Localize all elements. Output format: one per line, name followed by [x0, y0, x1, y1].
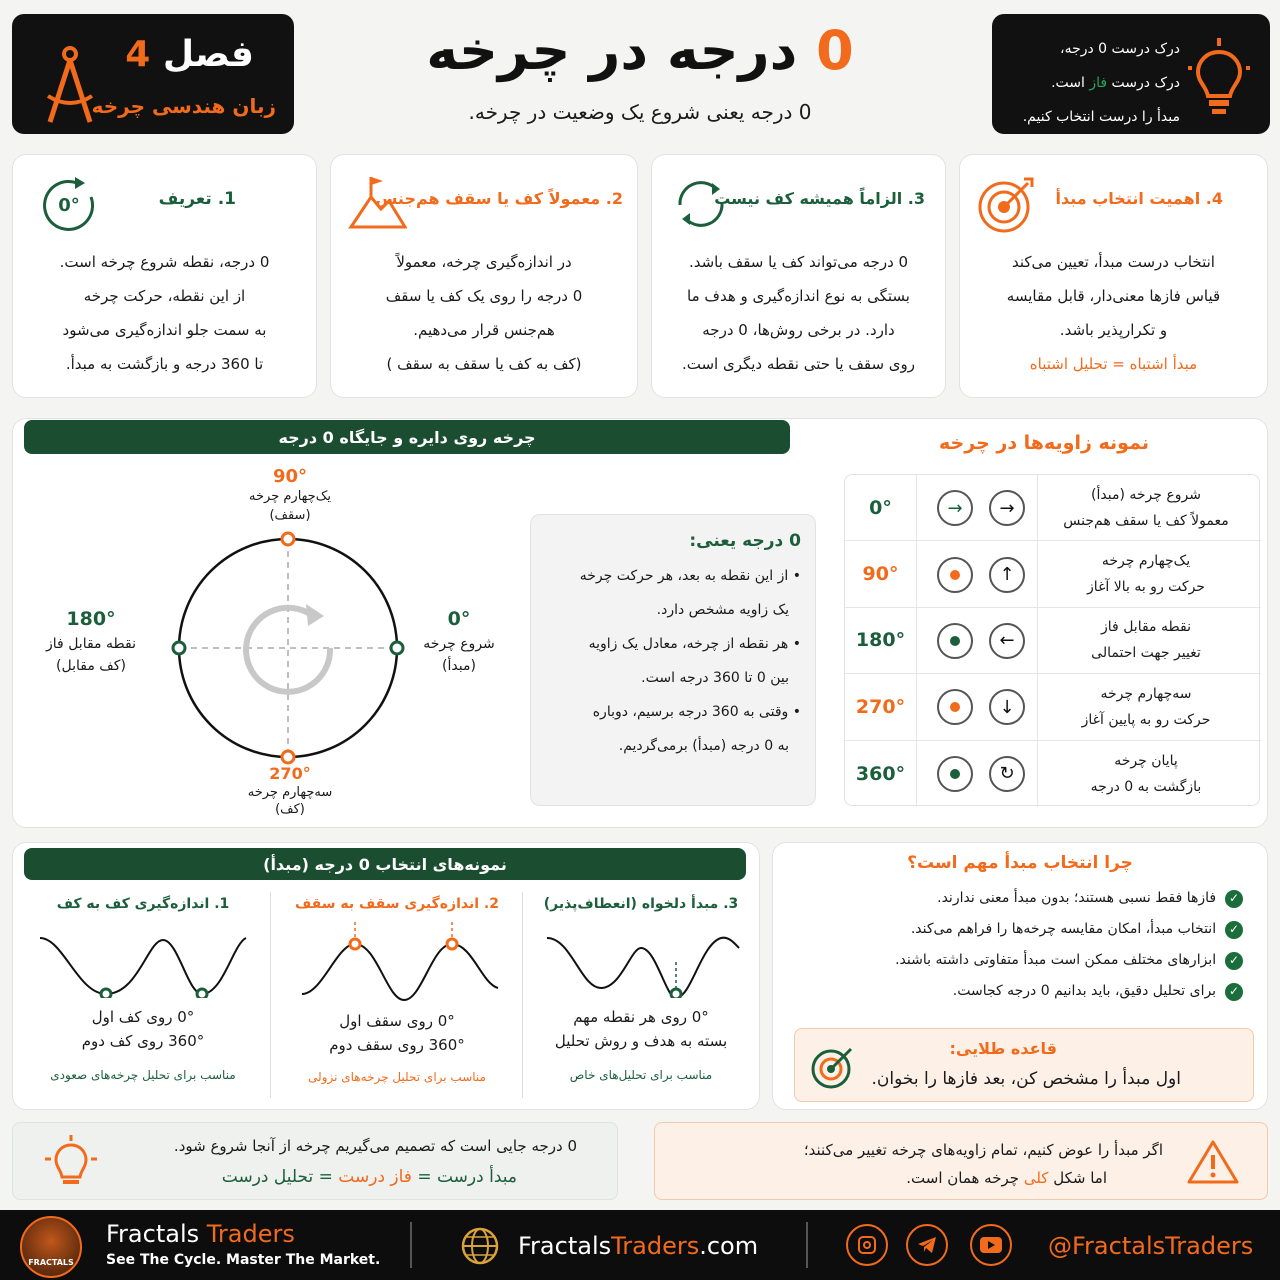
angle-label: شروع چرخه (مبدأ) — [1091, 486, 1201, 503]
direction-arrow-icon: ↑ — [989, 557, 1025, 593]
angle-label: سه‌چهارم چرخه — [1100, 685, 1192, 702]
deg-180: 180° — [66, 608, 116, 630]
angle-row — [845, 475, 1261, 541]
meaning-item-cont: یک زاویه مشخص دارد. — [656, 602, 789, 618]
angle-sublabel: تغییر جهت احتمالی — [1091, 645, 1201, 662]
meaning-item: • هر نقطه از چرخه، معادل یک زاویه — [588, 636, 801, 652]
deg-90-desc: یک‌چهارم چرخه — [249, 489, 331, 504]
telegram-icon[interactable] — [906, 1224, 948, 1266]
example-line: 0° روی هر نقطه مهم — [573, 1008, 709, 1026]
why-item: ✓ برای تحلیل دقیق، باید بدانیم 0 درجه کجاست. — [797, 976, 1243, 1007]
example-title: 1. اندازه‌گیری کف به کف — [56, 896, 230, 912]
golden-rule-title: قاعده طلایی: — [949, 1039, 1057, 1058]
card-title: 4. اهمیت انتخاب مبدأ — [1055, 189, 1223, 208]
angle-degree: 270° — [845, 674, 917, 739]
point-270 — [282, 751, 294, 763]
card-highlight: مبدأ اشتباه = تحلیل اشتباه — [1029, 355, 1198, 373]
warning-icon — [1187, 1139, 1239, 1185]
angle-dot-icon — [937, 756, 973, 792]
deg-0: 0° — [447, 608, 471, 630]
wave-peak-chart — [292, 918, 502, 1004]
angle-degree: 180° — [845, 608, 917, 673]
lightbulb-icon — [43, 1135, 99, 1191]
example-note: مناسب برای تحلیل چرخه‌های صعودی — [50, 1068, 236, 1082]
example-custom-origin — [530, 896, 752, 1101]
meaning-item: • وقتی به 360 درجه برسیم، دوباره — [592, 704, 801, 720]
wave-custom-chart — [541, 918, 741, 998]
website-link[interactable]: FractalsTraders.com — [518, 1232, 759, 1260]
examples-title: نمونه‌های انتخاب 0 درجه (مبدأ) — [24, 848, 746, 880]
angle-degree: 90° — [845, 541, 917, 606]
check-icon: ✓ — [1225, 983, 1243, 1001]
card-text-line: دارد. در برخی روش‌ها، 0 درجه — [702, 321, 895, 339]
tip-line-2 — [1023, 66, 1180, 100]
card-not-always-floor — [651, 154, 946, 398]
brand-name-b: Traders — [206, 1220, 295, 1248]
angle-degree: 360° — [845, 741, 917, 807]
angle-label: پایان چرخه — [1114, 752, 1178, 769]
example-line: بسته به هدف و روش تحلیل — [554, 1032, 728, 1050]
angle-row — [845, 541, 1261, 607]
chapter-number: 4 — [125, 34, 151, 75]
card-floor-ceiling — [330, 154, 638, 398]
circle-section-title: چرخه روی دایره و جایگاه 0 درجه — [24, 420, 790, 454]
why-item: ✓ ابزارهای مختلف ممکن است مبدأ متفاوتی داشته باشند. — [797, 945, 1243, 976]
brand-tagline: See The Cycle. Master The Market. — [106, 1252, 381, 1268]
angle-label: یک‌چهارم چرخه — [1101, 553, 1191, 570]
meaning-item-cont: بین 0 تا 360 درجه است. — [641, 670, 789, 686]
tip-line-2a: درک درست — [1111, 75, 1180, 91]
angle-description — [1041, 674, 1251, 739]
globe-icon — [460, 1226, 500, 1266]
wave-trough-chart — [38, 918, 248, 998]
angle-sublabel: حرکت رو به پایین آغاز — [1081, 711, 1211, 728]
card-text-line: 0 درجه می‌تواند کف یا سقف باشد. — [688, 253, 909, 271]
direction-arrow-icon: ↓ — [989, 689, 1025, 725]
card-definition — [12, 154, 317, 398]
phase-circle — [160, 530, 420, 770]
target-icon — [976, 175, 1036, 235]
why-title: چرا انتخاب مبدأ مهم است؟ — [907, 853, 1133, 873]
card-text-line: به سمت جلو اندازه‌گیری می‌شود — [62, 321, 267, 339]
label-90 — [220, 466, 360, 523]
card-text-line: و تکرارپذیر باشد. — [1059, 321, 1168, 339]
golden-rule-text: اول مبدأ را مشخص کن، بعد فازها را بخوان. — [871, 1069, 1181, 1089]
card-text-line: تا 360 درجه و بازگشت به مبدأ. — [65, 355, 264, 373]
label-0 — [404, 608, 514, 674]
tip-line-2c: است. — [1051, 75, 1085, 91]
lightbulb-icon — [1188, 38, 1250, 118]
chapter-label: فصل — [162, 34, 254, 75]
angle-sublabel: معمولاً کف یا سقف هم‌جنس — [1063, 512, 1229, 529]
point-180 — [173, 642, 185, 654]
meaning-box — [530, 514, 816, 806]
card-text-line: بستگی به نوع اندازه‌گیری و هدف ما — [687, 287, 910, 305]
example-line: 360° روی سقف دوم — [329, 1036, 465, 1054]
meaning-item-cont: به 0 درجه (مبدأ) برمی‌گردیم. — [618, 738, 789, 754]
title-number: 0 — [816, 19, 854, 82]
card-title: 2. معمولاً کف یا سقف هم‌جنس — [375, 189, 623, 208]
zero-degree-rotate-icon — [39, 175, 99, 235]
angle-dot-icon: → — [937, 490, 973, 526]
deg-270: 270° — [269, 764, 311, 783]
card-text-line: 0 درجه را روی یک کف یا سقف — [385, 287, 583, 305]
example-line: 360° روی کف دوم — [81, 1032, 205, 1050]
instagram-icon[interactable] — [846, 1224, 888, 1266]
summary-line-1: 0 درجه جایی است که تصمیم می‌گیریم چرخه از آنجا شروع شود. — [173, 1137, 577, 1155]
angle-sublabel: بازگشت به 0 درجه — [1090, 778, 1202, 795]
angle-row — [845, 741, 1261, 807]
svg-text:0°: 0° — [58, 195, 80, 216]
why-item: ✓ انتخاب مبدأ، امکان مقایسه چرخه‌ها را فراهم می‌کند. — [797, 914, 1243, 945]
chapter-badge — [12, 14, 294, 134]
card-text-line: از این نقطه، حرکت چرخه — [83, 287, 246, 305]
card-text-line: در اندازه‌گیری چرخه، معمولاً — [396, 253, 572, 271]
card-title: 3. الزاماً همیشه کف نیست — [714, 189, 925, 208]
card-origin-importance — [959, 154, 1268, 398]
example-note: مناسب برای تحلیل چرخه‌های نزولی — [308, 1070, 486, 1084]
angle-degree: 0° — [845, 475, 917, 540]
deg-0-desc: شروع چرخه — [423, 636, 495, 652]
brand-name-a: Fractals — [106, 1220, 200, 1248]
golden-rule-box — [794, 1028, 1254, 1102]
example-line: 0° روی سقف اول — [339, 1012, 455, 1030]
footer — [0, 1210, 1280, 1280]
direction-arrow-icon: ↻ — [989, 756, 1025, 792]
brand-logo — [20, 1216, 82, 1278]
tip-line-1: درک درست 0 درجه، — [1060, 41, 1180, 57]
warning-line-1: اگر مبدأ را عوض کنیم، تمام زاویه‌های چرخه تغییر می‌کنند؛ — [803, 1141, 1163, 1159]
summary-line-2: مبدأ درست = فاز درست = تحلیل درست — [221, 1167, 517, 1187]
deg-90-note: (سقف) — [269, 508, 311, 523]
example-trough-to-trough — [28, 896, 258, 1101]
summary-box — [12, 1122, 618, 1200]
check-icon: ✓ — [1225, 921, 1243, 939]
label-270 — [220, 764, 360, 817]
angle-description — [1041, 608, 1251, 673]
card-text-line: هم‌جنس قرار می‌دهیم. — [413, 321, 555, 339]
direction-arrow-icon: → — [989, 490, 1025, 526]
tip-box — [992, 14, 1270, 134]
point-0 — [391, 642, 403, 654]
title-text: درجه در چرخه — [426, 19, 798, 82]
direction-arrow-icon: ← — [989, 623, 1025, 659]
angle-description — [1041, 741, 1251, 807]
deg-270-desc: سه‌چهارم چرخه — [247, 785, 333, 800]
example-peak-to-peak — [282, 896, 512, 1101]
card-text-line: قیاس فازها معنی‌دار، قابل مقایسه — [1006, 287, 1221, 305]
angle-row — [845, 674, 1261, 740]
deg-0-note: (مبدأ) — [442, 658, 476, 674]
angle-row — [845, 608, 1261, 674]
check-icon: ✓ — [1225, 952, 1243, 970]
example-title: 3. مبدأ دلخواه (انعطاف‌پذیر) — [543, 896, 739, 912]
page-subtitle: 0 درجه یعنی شروع یک وضعیت در چرخه. — [468, 100, 812, 124]
angle-dot-icon — [937, 689, 973, 725]
warning-line-2: اما شکل کلی چرخه همان است. — [906, 1169, 1107, 1187]
deg-180-desc: نقطه مقابل فاز — [46, 636, 136, 652]
example-line: 0° روی کف اول — [91, 1008, 195, 1026]
why-item: ✓ فازها فقط نسبی هستند؛ بدون مبدأ معنی ندارند. — [797, 883, 1243, 914]
example-note: مناسب برای تحلیل‌های خاص — [569, 1068, 713, 1082]
angle-dot-icon — [937, 557, 973, 593]
meaning-title: 0 درجه یعنی: — [689, 531, 801, 551]
angle-label: نقطه مقابل فاز — [1101, 619, 1191, 636]
angles-title: نمونه زاویه‌ها در چرخه — [939, 432, 1149, 454]
meaning-item: • از این نقطه به بعد، هر حرکت چرخه — [579, 568, 801, 584]
logo-text: FRACTALS — [28, 1257, 74, 1267]
card-text-line: (کف به کف یا سقف به سقف ) — [386, 355, 582, 373]
example-title: 2. اندازه‌گیری سقف به سقف — [294, 896, 499, 912]
youtube-icon[interactable] — [970, 1224, 1012, 1266]
point-90 — [282, 533, 294, 545]
social-handle[interactable]: @FractalsTraders — [1048, 1232, 1254, 1260]
warning-box — [654, 1122, 1268, 1200]
chapter-subtitle: زبان هندسی چرخه — [91, 94, 276, 118]
check-icon: ✓ — [1225, 890, 1243, 908]
card-text-line: روی سقف یا حتی نقطه دیگری است. — [681, 355, 916, 373]
tip-line-3: مبدأ را درست انتخاب کنیم. — [1022, 109, 1180, 125]
deg-90: 90° — [272, 466, 308, 487]
angle-dot-icon — [937, 623, 973, 659]
card-title: 1. تعریف — [158, 189, 236, 209]
card-text-line: 0 درجه، نقطه شروع چرخه است. — [59, 253, 270, 271]
page-title — [340, 16, 940, 86]
angle-description — [1041, 541, 1251, 606]
angle-description — [1041, 475, 1251, 540]
angle-sublabel: حرکت رو به بالا آغاز — [1087, 579, 1205, 596]
card-text-line: انتخاب درست مبدأ، تعیین می‌کند — [1012, 253, 1215, 271]
target-icon — [809, 1043, 857, 1091]
angles-table — [844, 474, 1260, 806]
label-180 — [28, 608, 154, 674]
deg-270-note: (کف) — [275, 802, 305, 817]
deg-180-note: (کف مقابل) — [56, 658, 126, 674]
tip-line-2-highlight: فاز — [1089, 75, 1108, 91]
